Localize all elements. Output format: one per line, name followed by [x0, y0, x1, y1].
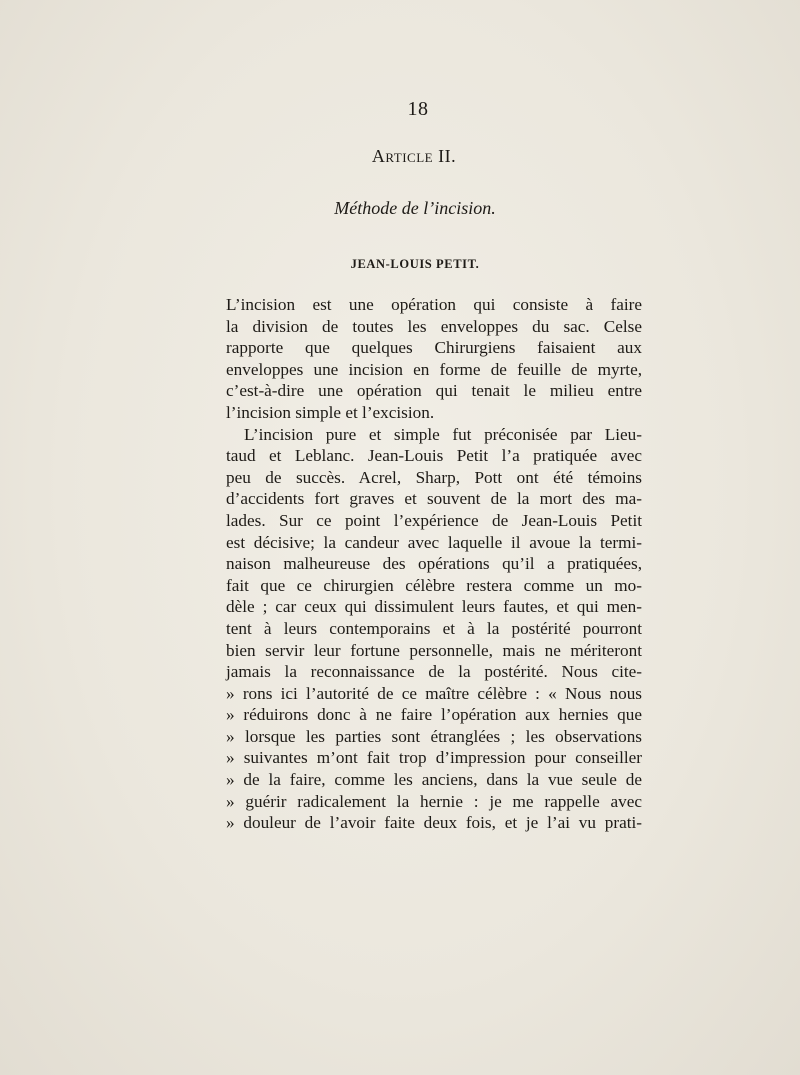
text-line: » suivantes m’ont fait trop d’impression pour conseiller	[226, 748, 642, 768]
text-line: l’incision simple et l’excision.	[226, 402, 435, 422]
text-line: jamais la reconnaissance de la postérité. Nous cite-	[226, 662, 642, 682]
text-line: » lorsque les parties sont étranglées ; les observations	[226, 726, 642, 746]
text-line: c’est-à-dire une opération qui tenait le milieu entre	[226, 381, 642, 401]
article-heading: Article II.	[371, 146, 457, 166]
text-line: est décisive; la candeur avec laquelle il avoue la termi-	[226, 532, 642, 552]
text-line: lades. Sur ce point l’expérience de Jean-Louis Petit	[226, 510, 642, 530]
author-heading: JEAN-LOUIS PETIT.	[350, 257, 480, 271]
text-line: la division de toutes les enveloppes du sac. Celse	[226, 316, 642, 336]
text-line: » rons ici l’autorité de ce maître célèbre : « Nous nous	[226, 683, 642, 703]
text-line: » de la faire, comme les anciens, dans la vue seule de	[226, 770, 642, 790]
text-line: enveloppes une incision en forme de feuille de myrte,	[226, 359, 642, 379]
text-line: tent à leurs contemporains et à la postérité pourront	[226, 618, 642, 638]
text-line: fait que ce chirurgien célèbre restera comme un mo-	[226, 575, 642, 595]
page-number: 18	[407, 98, 429, 120]
text-line: » réduirons donc à ne faire l’opération aux hernies que	[226, 705, 642, 725]
text-line: » guérir radicalement la hernie : je me rappelle avec	[226, 791, 642, 811]
text-line: dèle ; car ceux qui dissimulent leurs fautes, et qui men-	[226, 597, 642, 617]
text-line: L’incision pure et simple fut préconisée par Lieu-	[244, 424, 642, 444]
text-line: naison malheureuse des opérations qu’il a pratiquées,	[226, 554, 642, 574]
text-line: bien servir leur fortune personnelle, mais ne mériteront	[226, 640, 642, 660]
body-text	[226, 294, 642, 834]
text-line: peu de succès. Acrel, Sharp, Pott ont été témoins	[226, 467, 642, 487]
text-line: » douleur de l’avoir faite deux fois, et je l’ai vu prati-	[226, 813, 642, 833]
section-title: Méthode de l’incision.	[334, 198, 496, 218]
text-line: rapporte que quelques Chirurgiens faisaient aux	[226, 338, 642, 358]
text-line: taud et Leblanc. Jean-Louis Petit l’a pratiquée avec	[226, 446, 642, 466]
text-line: L’incision est une opération qui consiste à faire	[226, 295, 642, 314]
text-line: d’accidents fort graves et souvent de la mort des ma-	[226, 489, 642, 509]
